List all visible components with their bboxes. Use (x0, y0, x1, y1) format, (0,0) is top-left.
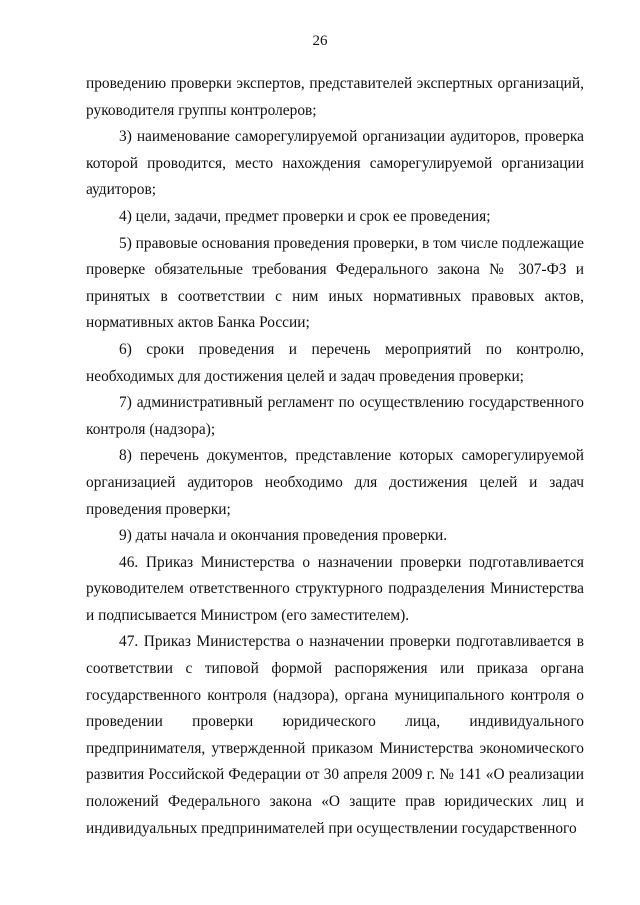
paragraph-item-3: 3) наименование саморегулируемой организации аудиторов, проверка которой проводится, место нахождения саморегулируемой организации аудиторов; (86, 128, 584, 199)
page-number: 26 (312, 33, 328, 49)
paragraph-item-7: 7) административный регламент по осуществлению государственного контроля (надзора); (86, 394, 584, 438)
paragraph-item-5: 5) правовые основания проведения проверки, в том числе подлежащие проверке обязательные требования Федерального закона № 307-ФЗ и принятых в соответствии с ним иных нормативных правовых актов, нормативных актов Банка России; (86, 234, 584, 332)
paragraph-section-47: 47. Приказ Министерства о назначении проверки подготавливается в соответствии с типовой формой распоряжения или приказа органа государственного контроля (надзора), органа муниципального контроля о проведении проверки юридического лица, индивидуального предпринимателя, утвержденной приказом Министерства экономического развития Российской Федерации от 30 апреля 2009 г. № 141 «О реализации положений Федерального закона «О защите прав юридических лиц и индивидуальных предпринимателей при осуществлении государственного (86, 633, 584, 837)
paragraph-item-4: 4) цели, задачи, предмет проверки и срок ее проведения; (119, 207, 491, 225)
paragraph-item-8: 8) перечень документов, представление которых саморегулируемой организацией аудиторов необходимо для достижения целей и задач проведения проверки; (86, 447, 584, 518)
paragraph-continuation: проведению проверки экспертов, представителей экспертных организаций, руководителя группы контролеров; (86, 75, 584, 119)
paragraph-item-6: 6) сроки проведения и перечень мероприятий по контролю, необходимых для достижения целей и задач проведения проверки; (86, 340, 584, 385)
document-body (86, 71, 584, 842)
paragraph-item-9: 9) даты начала и окончания проведения проверки. (119, 527, 448, 545)
paragraph-section-46: 46. Приказ Министерства о назначении проверки подготавливается руководителем ответственного структурного подразделения Министерства и подписывается Министром (его заместителем). (86, 553, 584, 624)
